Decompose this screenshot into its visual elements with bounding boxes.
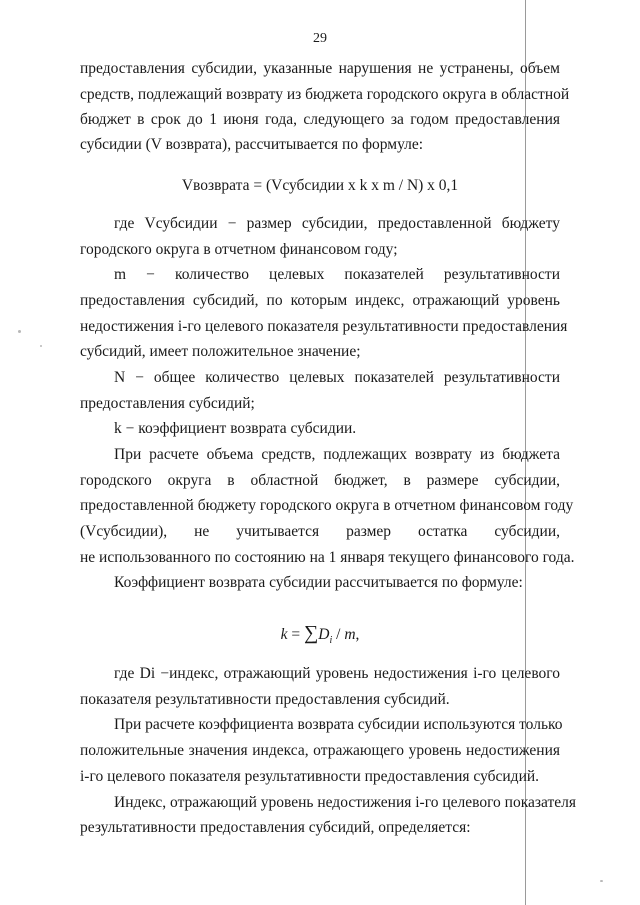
formula-slash: / — [332, 626, 345, 643]
text-line: положительные значения индекса, отражающего уровень недостижения — [80, 742, 560, 759]
text-line: не использованного по состоянию на 1 января текущего финансового года. — [80, 549, 575, 566]
text-line: предоставления субсидий, по которым индекс, отражающий уровень — [80, 292, 560, 309]
text-line: i-го целевого показателя результативности предоставления субсидий. — [80, 768, 540, 785]
text-line: Индекс, отражающий уровень недостижения i-го целевого показателя — [114, 794, 577, 811]
text-line: При расчете объема средств, подлежащих возврату из бюджета — [114, 446, 560, 463]
text-line: предоставления субсидии, указанные нарушения не устранены, объем — [80, 60, 560, 77]
text-line: m − количество целевых показателей результативности — [114, 266, 560, 283]
text-line: k − коэффициент возврата субсидии. — [114, 420, 357, 437]
formula-k-symbol: k — [280, 626, 288, 643]
formula-d-symbol: D — [318, 626, 330, 643]
text-line: результативности предоставления субсидий, определяется: — [80, 819, 471, 836]
formula-v-return: Vвозврата = (Vсубсидии х k х m / N) х 0,1 — [181, 177, 459, 194]
formula-m-symbol: m — [344, 626, 356, 643]
text-line: где Di −индекс, отражающий уровень недостижения i-го целевого — [114, 665, 560, 682]
page-number: 29 — [313, 31, 327, 46]
text-line: субсидии (V возврата), рассчитывается по формуле: — [80, 136, 424, 153]
scan-speck — [40, 345, 42, 347]
text-line: (Vсубсидии), не учитывается размер остатка субсидии, — [80, 523, 560, 540]
text-line: показателя результативности предоставления субсидий. — [80, 691, 450, 708]
formula-comma: , — [355, 626, 360, 643]
formula-k — [80, 624, 560, 650]
text-line: Коэффициент возврата субсидии рассчитывается по формуле: — [114, 574, 523, 591]
sum-symbol: ∑ — [304, 622, 319, 644]
text-line: предоставленной бюджету городского округа в отчетном финансовом году — [80, 497, 574, 514]
text-line: где Vсубсидии − размер субсидии, предоставленной бюджету — [114, 215, 560, 232]
text-line: предоставления субсидий; — [80, 395, 255, 412]
text-line: При расчете коэффициента возврата субсидии используются только — [114, 716, 563, 733]
formula-equals: = — [287, 626, 304, 643]
formula-i-subscript: i — [329, 635, 333, 647]
text-line: субсидий, имеет положительное значение; — [80, 343, 361, 360]
scan-speck — [18, 330, 21, 333]
text-line: городского округа в отчетном финансовом году; — [80, 241, 398, 258]
text-line: бюджет в срок до 1 июня года, следующего за годом предоставления — [80, 111, 560, 128]
text-line: N − общее количество целевых показателей результативности — [114, 369, 560, 386]
text-line: недостижения i-го целевого показателя результативности предоставления — [80, 318, 568, 335]
scan-speck — [600, 880, 603, 882]
text-line: средств, подлежащий возврату из бюджета городского округа в областной — [80, 86, 570, 103]
text-line: городского округа в областной бюджет, в размере субсидии, — [80, 472, 560, 489]
